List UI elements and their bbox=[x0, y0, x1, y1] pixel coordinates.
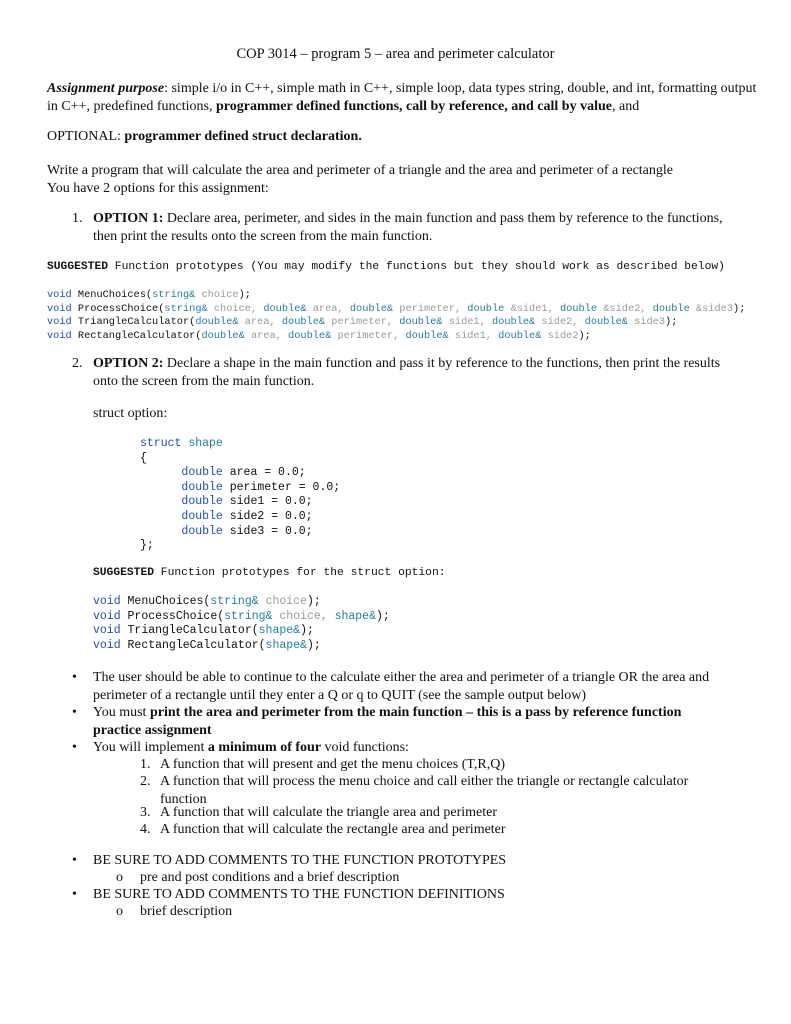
kw-void: void bbox=[93, 624, 121, 638]
type-string-ref: string& bbox=[164, 302, 208, 315]
option-1 bbox=[72, 210, 742, 246]
optional-bold: programmer defined struct declaration. bbox=[124, 129, 362, 144]
purpose-text: simple i/o in C++, simple math in C++, simple loop, data types string, double, and int, formatting output in C++, predefined functions, bbox=[47, 81, 757, 114]
bullet-dot: • bbox=[72, 705, 77, 720]
prototypes-option-1 bbox=[47, 289, 745, 344]
type-double-ref: double& bbox=[281, 316, 326, 329]
sub-comments-definitions-text: brief description bbox=[140, 904, 233, 919]
kw-void: void bbox=[93, 595, 121, 608]
param-choice: choice, bbox=[207, 302, 264, 315]
item-text: A function that will present and get the menu choices (T,R,Q) bbox=[160, 757, 505, 772]
struct-option-label: struct option: bbox=[93, 406, 168, 421]
param-perimeter: perimeter, bbox=[325, 316, 400, 329]
option-1-label: OPTION 1: bbox=[93, 211, 164, 226]
optional-note bbox=[47, 128, 757, 146]
item-number: 4. bbox=[140, 822, 151, 837]
fn-process-choice: ProcessChoice( bbox=[120, 609, 225, 623]
param-choice: choice bbox=[258, 595, 307, 608]
type-shape-ref: shape& bbox=[258, 624, 301, 638]
fn-triangle-calculator: TriangleCalculator( bbox=[77, 316, 196, 329]
optional-prefix: OPTIONAL: bbox=[47, 129, 125, 144]
bullet-continue-text: The user should be able to continue to the calculate either the area and perimeter of a triangle OR the area and perimeter of a rectangle until they enter a Q or q to QUIT (see the sample output below) bbox=[93, 670, 710, 703]
kw-struct: struct bbox=[140, 437, 182, 450]
type-double: double bbox=[467, 302, 505, 315]
type-double-ref: double& bbox=[405, 330, 449, 343]
item-text: A function that will calculate the triangle area and perimeter bbox=[160, 805, 498, 820]
bullet-dot: • bbox=[72, 887, 77, 902]
type-double-ref: double& bbox=[263, 302, 307, 315]
close-paren: ); bbox=[376, 609, 390, 623]
close-paren: ); bbox=[238, 289, 251, 301]
bullet-print-bold: print the area and perimeter from the main function – this is a pass by reference function practice assignment bbox=[93, 705, 682, 738]
function-item-3 bbox=[140, 804, 730, 822]
type-double-ref: double& bbox=[584, 316, 628, 329]
item-text: A function that will calculate the rectangle area and perimeter bbox=[160, 822, 506, 837]
type-double: double bbox=[559, 302, 598, 315]
function-item-1 bbox=[140, 756, 730, 774]
bullet-comments-prototypes-text: BE SURE TO ADD COMMENTS TO THE FUNCTION PROTOTYPES bbox=[93, 853, 507, 868]
close-brace: }; bbox=[140, 539, 154, 553]
fn-menu-choices: MenuChoices( bbox=[77, 289, 153, 301]
param-perimeter: perimeter, bbox=[393, 302, 468, 315]
kw-double: double bbox=[181, 480, 223, 494]
option-2-text: Declare a shape in the main function and pass it by reference to the functions, then print the results onto the screen from the main function. bbox=[93, 356, 721, 389]
param-side1: side1, bbox=[442, 316, 492, 329]
param-side1: side1, bbox=[448, 330, 499, 343]
kw-void: void bbox=[93, 609, 121, 623]
bullet-four-pre: You will implement bbox=[93, 740, 208, 755]
type-shape: shape bbox=[188, 437, 223, 450]
option-1-text: Declare area, perimeter, and sides in the main function and pass them by reference to the functions, then print the results onto the screen from the main function. bbox=[93, 211, 723, 244]
type-string-ref: string& bbox=[224, 609, 273, 623]
bullet-print-pre: You must bbox=[93, 705, 150, 720]
fn-rectangle-calculator: RectangleCalculator( bbox=[77, 330, 202, 343]
close-paren: ); bbox=[665, 316, 678, 329]
type-double-ref: double& bbox=[201, 330, 245, 343]
sub-comments-prototypes bbox=[116, 869, 399, 887]
param-side2: side2 bbox=[541, 330, 579, 343]
page-title: COP 3014 – program 5 – area and perimeter calculator bbox=[236, 46, 555, 62]
close-paren: ); bbox=[306, 595, 321, 608]
item-number: 2. bbox=[140, 774, 151, 789]
option-2 bbox=[72, 355, 742, 391]
intro-line-2: You have 2 options for this assignment: bbox=[47, 181, 269, 196]
fn-process-choice: ProcessChoice( bbox=[77, 302, 165, 315]
kw-void: void bbox=[47, 330, 72, 343]
kw-double: double bbox=[181, 466, 223, 480]
param-area: area, bbox=[238, 316, 282, 329]
type-string-ref: string& bbox=[152, 289, 196, 301]
type-shape-ref: shape& bbox=[334, 609, 376, 623]
intro-line-1: Write a program that will calculate the area and perimeter of a triangle and the area and perimeter of a rectangle bbox=[47, 163, 673, 178]
bullet-comments-definitions-text: BE SURE TO ADD COMMENTS TO THE FUNCTION DEFINITIONS bbox=[93, 887, 505, 902]
bullet-dot: • bbox=[72, 670, 77, 685]
param-side2: &side2, bbox=[597, 302, 653, 315]
circle-bullet-icon: o bbox=[116, 904, 123, 919]
option-2-number: 2. bbox=[72, 356, 83, 371]
bullet-four-functions bbox=[72, 739, 732, 757]
bullet-dot: • bbox=[72, 853, 77, 868]
kw-void: void bbox=[47, 302, 72, 315]
purpose-bold: programmer defined functions, call by reference, and call by value bbox=[215, 99, 612, 114]
close-paren: ); bbox=[733, 302, 746, 315]
purpose-colon: : bbox=[164, 81, 172, 96]
param-choice: choice bbox=[195, 289, 239, 301]
bullet-comments-definitions bbox=[72, 886, 732, 904]
item-text: A function that will process the menu choice and call either the triangle or rectangle calculator function bbox=[160, 774, 689, 807]
type-double: double bbox=[652, 302, 690, 315]
circle-bullet-icon: o bbox=[116, 870, 123, 885]
kw-void: void bbox=[47, 289, 72, 301]
kw-double: double bbox=[181, 509, 223, 523]
bullet-four-bold: a minimum of four bbox=[207, 740, 322, 755]
fn-menu-choices: MenuChoices( bbox=[120, 595, 211, 608]
purpose-label: Assignment purpose bbox=[47, 81, 165, 96]
param-area: area, bbox=[244, 330, 289, 343]
close-paren: ); bbox=[300, 624, 314, 638]
type-double-ref: double& bbox=[195, 316, 239, 329]
bullet-print-main bbox=[72, 704, 732, 739]
suggested-bold: SUGGESTED bbox=[47, 261, 109, 273]
option-2-label: OPTION 2: bbox=[93, 356, 164, 371]
fn-triangle-calculator: TriangleCalculator( bbox=[120, 624, 259, 638]
bullet-comments-prototypes bbox=[72, 852, 732, 870]
prototypes-option-2 bbox=[93, 595, 390, 653]
fn-rectangle-calculator: RectangleCalculator( bbox=[120, 638, 266, 652]
struct-shape-code: struct shape { double area = 0.0; double perimeter = 0.0; double side1 = 0.0; double side2 = 0.0; double side3 = 0.0; }; bbox=[140, 437, 341, 553]
suggested-rest: Function prototypes (You may modify the functions but they should work as described below) bbox=[108, 261, 725, 273]
intro bbox=[47, 162, 757, 198]
kw-void: void bbox=[47, 316, 72, 329]
item-number: 1. bbox=[140, 757, 151, 772]
option-1-number: 1. bbox=[72, 211, 83, 226]
type-shape-ref: shape& bbox=[265, 638, 307, 652]
param-side1: &side1, bbox=[504, 302, 560, 315]
kw-void: void bbox=[93, 638, 121, 652]
bullet-dot: • bbox=[72, 740, 77, 755]
param-area: area, bbox=[306, 302, 350, 315]
type-double-ref: double& bbox=[349, 302, 394, 315]
item-number: 3. bbox=[140, 805, 151, 820]
suggested-rest: Function prototypes for the struct option: bbox=[154, 567, 446, 579]
param-side3: side3 bbox=[627, 316, 666, 329]
close-paren: ); bbox=[578, 330, 591, 343]
assignment-purpose bbox=[47, 80, 757, 116]
purpose-tail: , and bbox=[611, 99, 640, 114]
param-perimeter: perimeter, bbox=[331, 330, 406, 343]
open-brace: { bbox=[140, 451, 147, 465]
param-side3: &side3 bbox=[689, 302, 734, 315]
suggested-heading-1 bbox=[47, 261, 725, 273]
suggested-heading-2 bbox=[93, 567, 446, 579]
function-item-2 bbox=[140, 773, 730, 808]
param-side2: side2, bbox=[535, 316, 585, 329]
type-double-ref: double& bbox=[288, 330, 332, 343]
sub-comments-definitions bbox=[116, 903, 232, 921]
suggested-bold: SUGGESTED bbox=[93, 567, 155, 579]
type-double-ref: double& bbox=[498, 330, 542, 343]
function-item-4 bbox=[140, 821, 730, 839]
bullet-continue bbox=[72, 669, 732, 704]
type-string-ref: string& bbox=[210, 595, 259, 608]
kw-double: double bbox=[181, 495, 223, 509]
type-double-ref: double& bbox=[399, 316, 443, 329]
param-choice: choice, bbox=[272, 609, 335, 623]
kw-double: double bbox=[181, 524, 223, 538]
close-paren: ); bbox=[306, 638, 321, 652]
sub-comments-prototypes-text: pre and post conditions and a brief description bbox=[140, 870, 400, 885]
bullet-four-post: void functions: bbox=[321, 740, 409, 755]
type-double-ref: double& bbox=[491, 316, 536, 329]
